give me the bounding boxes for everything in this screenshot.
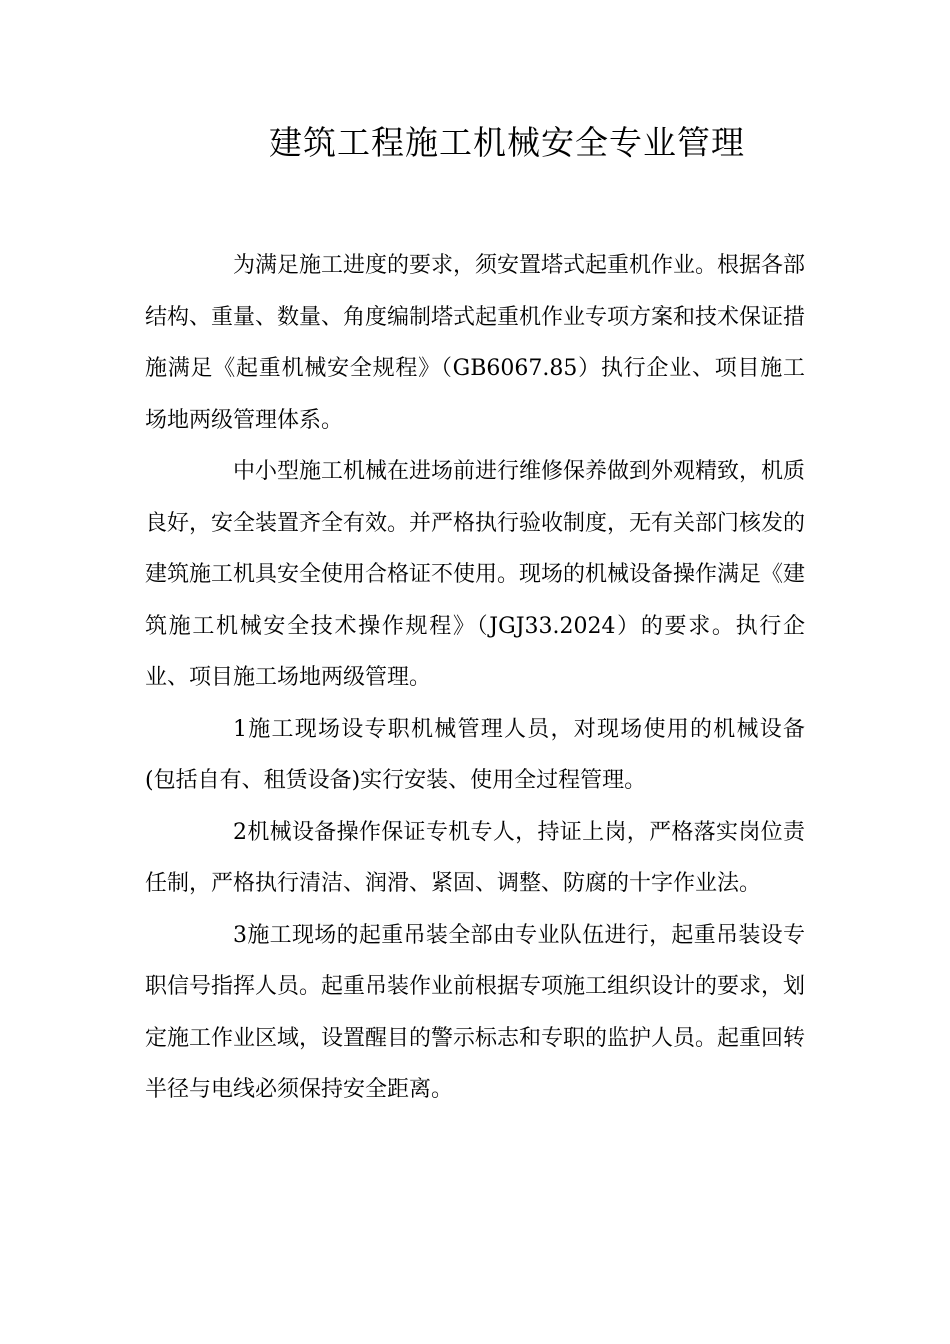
document-body xyxy=(145,240,805,1116)
paragraph-item-2: 2机械设备操作保证专机专人，持证上岗，严格落实岗位责任制，严格执行清洁、润滑、紧固、调整、防腐的十字作业法。 xyxy=(145,819,805,896)
paragraph-item-3: 3施工现场的起重吊装全部由专业队伍进行，起重吊装设专职信号指挥人员。起重吊装作业前根据专项施工组织设计的要求，划定施工作业区域，设置醒目的警示标志和专职的监护人员。起重回转半径与电线必须保持安全距离。 xyxy=(145,922,806,1102)
document-title: 建筑工程施工机械安全专业管理 xyxy=(269,123,745,162)
paragraph-tower-crane: 为满足施工进度的要求，须安置塔式起重机作业。根据各部结构、重量、数量、角度编制塔式起重机作业专项方案和技术保证措施满足《起重机械安全规程》（GB6067.85）执行企业、项目施工场地两级管理体系。 xyxy=(145,253,806,433)
paragraph-small-machinery: 中小型施工机械在进场前进行维修保养做到外观精致，机质良好，安全装置齐全有效。并严格执行验收制度，无有关部门核发的建筑施工机具安全使用合格证不使用。现场的机械设备操作满足《建筑施工机械安全技术操作规程》（JGJ33.2024）的要求。执行企业、项目施工场地两级管理。 xyxy=(145,459,806,690)
paragraph-item-1: 1施工现场设专职机械管理人员，对现场使用的机械设备(包括自有、租赁设备)实行安装、使用全过程管理。 xyxy=(145,716,805,793)
